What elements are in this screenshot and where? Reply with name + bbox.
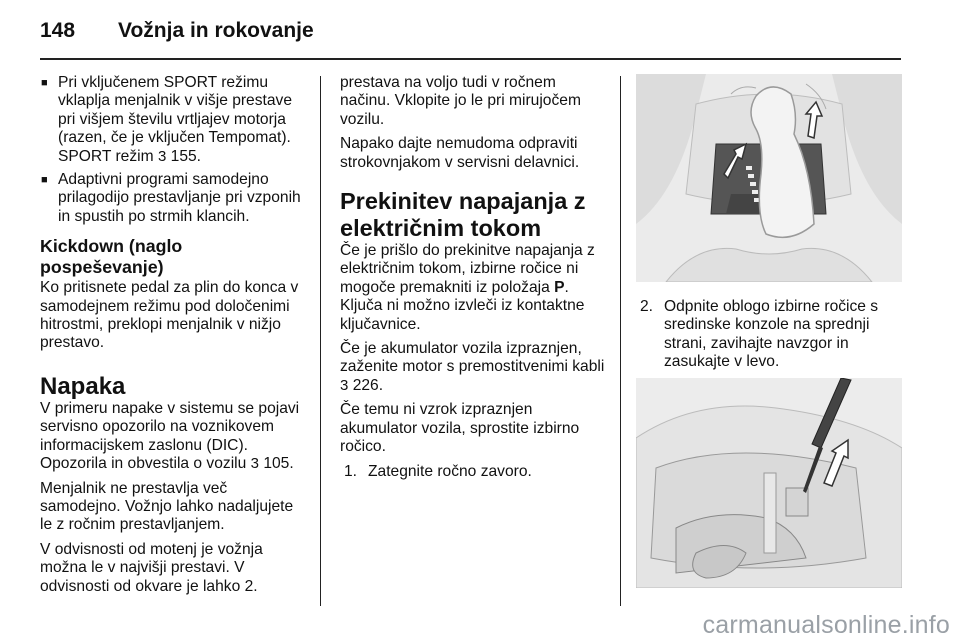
col2-paragraph-3: Če je prišlo do prekinitve napajanja z električnim tokom, izbirne ročice ni mogoče premakniti iz položaja P. Ključa ni možno izvleči iz kontaktne ključavnice. [340, 242, 595, 333]
col2-paragraph-2: Napako dajte nemudoma odpraviti strokovnjakom v servisni delavnici. [340, 135, 580, 171]
bullet-item-adaptive [40, 171, 308, 226]
page-header [40, 14, 314, 48]
column-divider-1 [320, 76, 321, 606]
col2-paragraph-5: Če temu ni vzrok izpraznjen akumulator vozila, sprostite izbirno ročico. [340, 401, 580, 456]
napaka-paragraph-3: V odvisnosti od motenj je vožnja možna le v najvišji prestavi. V odvisnosti od okvare je lahko 2. [40, 540, 263, 595]
napaka-heading: Napaka [40, 372, 126, 400]
step-text: Zategnite ročno zavoro. [368, 462, 532, 480]
screwdriver-drawing [636, 378, 902, 588]
step-number: 2. [640, 298, 654, 315]
step-1 [340, 463, 608, 481]
col2-paragraph-1: prestava na voljo tudi v ročnem načinu. Vklopite jo le pri mirujočem vozilu. [340, 74, 581, 128]
bullet-item-sport [40, 74, 308, 166]
gear-selector-drawing [636, 74, 902, 282]
bullet-text: Pri vključenem SPORT režimu vklaplja menjalnik v višje prestave pri višjem številu vrtljajev motorja (razen, če je vključen Tempomat). SPORT režim [58, 74, 293, 165]
page-ref: 155. [170, 147, 201, 165]
page-ref-icon: 3 [157, 147, 167, 165]
napaka-paragraph-1: V primeru napake v sistemu se pojavi servisno opozorilo na voznikovem informacijskem zaslonu (DIC). Opozorila in obvestila o vozilu 3 105. [40, 399, 300, 473]
page-ref-icon: 3 [340, 376, 349, 394]
kickdown-text: Ko pritisnete pedal za plin do konca v samodejnem režimu pod določenimi hitrostmi, preklopi menjalnik v nižjo prestavo. [40, 279, 299, 352]
bullet-square-icon: ■ [41, 174, 48, 187]
bullet-text: Adaptivni programi samodejno prilagodijo prestavljanje pri vzponih in spustih po strmih klancih. [58, 171, 301, 225]
gear-selector-illustration [636, 74, 902, 282]
position-p: P [554, 278, 565, 296]
page-number: 148 [40, 19, 76, 42]
column-1 [40, 74, 308, 602]
page-title: Vožnja in rokovanje [118, 19, 314, 42]
step-2 [636, 298, 902, 372]
column-3 [636, 74, 902, 588]
page-ref: 105. [263, 455, 294, 473]
power-interruption-heading: Prekinitev napajanja z električnim tokom [340, 188, 586, 242]
header-rule [40, 58, 901, 60]
page-ref-icon: 3 [250, 455, 259, 473]
column-divider-2 [620, 76, 621, 606]
kickdown-heading: Kickdown (naglo pospeševanje) [40, 236, 183, 278]
col2-paragraph-4: Če je akumulator vozila izpraznjen, zaženite motor s premostitvenimi kabli 3 226. [340, 340, 605, 394]
screwdriver-illustration [636, 378, 902, 588]
watermark: carmanualsonline.info [702, 611, 950, 639]
bullet-square-icon: ■ [41, 77, 48, 89]
step-number: 1. [344, 462, 358, 480]
column-2 [340, 74, 608, 485]
page-ref: 226. [352, 376, 384, 394]
step-text: Odpnite oblogo izbirne ročice s sredinske konzole na sprednji strani, zavihajte navzgor in zasukajte v levo. [664, 298, 879, 371]
napaka-paragraph-2: Menjalnik ne prestavlja več samodejno. Vožnjo lahko nadaljujete le z ročnim prestavljanjem. [40, 479, 294, 534]
